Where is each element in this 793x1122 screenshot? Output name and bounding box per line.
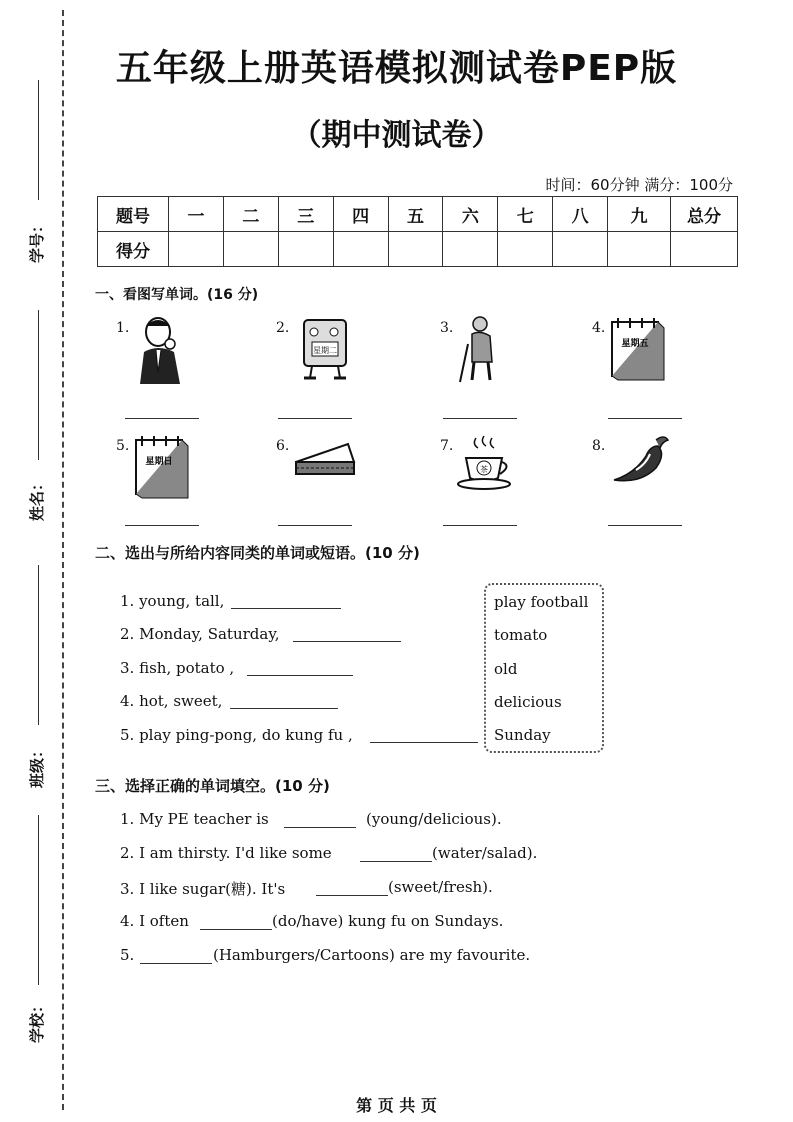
score-cell[interactable] xyxy=(553,232,608,267)
thinking-man-icon xyxy=(128,314,198,384)
calendar-icon xyxy=(604,314,674,384)
score-header-cell: 一 xyxy=(169,197,224,232)
item-number: 7. xyxy=(440,438,454,454)
question-prefix: 3. I like sugar(糖). It's xyxy=(120,880,286,898)
score-header-cell: 九 xyxy=(608,197,671,232)
calendar-caption: 星期日 xyxy=(145,457,173,467)
answer-line[interactable] xyxy=(125,525,199,526)
calendar-caption: 星期五 xyxy=(621,339,649,349)
question-prefix: 1. My PE teacher is xyxy=(120,810,269,828)
word-option: Sunday xyxy=(494,726,551,744)
word-option: tomato xyxy=(494,626,548,644)
score-table xyxy=(97,196,738,267)
question-suffix: (Hamburgers/Cartoons) are my favourite. xyxy=(213,946,531,964)
answer-line[interactable] xyxy=(608,418,682,419)
answer-line[interactable] xyxy=(230,708,338,709)
item-number: 2. xyxy=(276,320,290,336)
sandwich-icon xyxy=(292,432,362,502)
item-number: 6. xyxy=(276,438,290,454)
answer-line[interactable] xyxy=(370,742,478,743)
answer-line[interactable] xyxy=(125,418,199,419)
question-suffix: (do/have) kung fu on Sundays. xyxy=(272,912,504,930)
score-cell[interactable] xyxy=(278,232,333,267)
score-header-cell: 题号 xyxy=(98,197,169,232)
school-label: 学校： xyxy=(28,997,47,1044)
answer-line[interactable] xyxy=(443,525,517,526)
score-header-cell: 三 xyxy=(278,197,333,232)
question-suffix: (young/delicious). xyxy=(366,810,502,828)
score-cell[interactable] xyxy=(443,232,498,267)
score-cell[interactable] xyxy=(333,232,388,267)
score-value-row xyxy=(98,232,738,267)
calendar-caption: 星期二 xyxy=(313,346,337,355)
question-text: 4. hot, sweet, xyxy=(120,692,223,710)
answer-line[interactable] xyxy=(360,861,432,862)
answer-line[interactable] xyxy=(278,418,352,419)
question-text: 1. young, tall, xyxy=(120,592,225,610)
score-cell[interactable] xyxy=(388,232,443,267)
answer-line[interactable] xyxy=(247,675,353,676)
page-subtitle: （期中测试卷） xyxy=(291,118,502,153)
score-cell[interactable] xyxy=(608,232,671,267)
score-header-row xyxy=(98,197,738,232)
item-number: 1. xyxy=(116,320,130,336)
score-cell[interactable] xyxy=(223,232,278,267)
item-number: 5. xyxy=(116,438,130,454)
answer-line[interactable] xyxy=(278,525,352,526)
answer-line[interactable] xyxy=(608,525,682,526)
question-prefix: 4. I often xyxy=(120,912,189,930)
answer-line[interactable] xyxy=(231,608,341,609)
question-suffix: (sweet/fresh). xyxy=(388,878,493,896)
item-number: 4. xyxy=(592,320,606,336)
answer-line[interactable] xyxy=(316,895,388,896)
class-label: 班级： xyxy=(28,742,47,789)
question-suffix: (water/salad). xyxy=(432,844,538,862)
score-cell[interactable] xyxy=(169,232,224,267)
time-score-info: 时间：60分钟 满分：100分 xyxy=(545,176,733,194)
answer-line[interactable] xyxy=(140,963,212,964)
word-option: delicious xyxy=(494,693,562,711)
score-header-cell: 七 xyxy=(498,197,553,232)
question-prefix: 2. I am thirsty. I'd like some xyxy=(120,844,332,862)
section3-heading: 三、选择正确的单词填空。(10 分) xyxy=(95,777,330,795)
class-fill-line[interactable] xyxy=(38,565,39,725)
sponge-character-calendar-icon xyxy=(290,314,360,384)
question-text: 5. play ping-pong, do kung fu , xyxy=(120,726,353,744)
answer-line[interactable] xyxy=(293,641,401,642)
section2-heading: 二、选出与所给内容同类的单词或短语。(10 分) xyxy=(95,544,420,562)
score-header-cell: 总分 xyxy=(671,197,738,232)
question-text: 3. fish, potato , xyxy=(120,659,235,677)
question-prefix: 5. xyxy=(120,946,135,964)
student-id-label: 学号： xyxy=(28,217,47,264)
calendar-icon xyxy=(128,432,198,502)
score-header-cell: 八 xyxy=(553,197,608,232)
answer-line[interactable] xyxy=(200,929,272,930)
score-header-cell: 二 xyxy=(223,197,278,232)
page-footer: 第 页 共 页 xyxy=(356,1096,437,1115)
question-text: 2. Monday, Saturday, xyxy=(120,625,280,643)
score-header-cell: 五 xyxy=(388,197,443,232)
hot-tea-cup-icon xyxy=(454,432,524,502)
school-fill-line[interactable] xyxy=(38,815,39,985)
page-title: 五年级上册英语模拟测试卷PEP版 xyxy=(115,48,678,89)
binding-dashed-line xyxy=(62,10,64,1110)
score-cell[interactable] xyxy=(498,232,553,267)
cup-caption: 茶 xyxy=(480,465,488,474)
item-number: 3. xyxy=(440,320,454,336)
word-box xyxy=(484,583,604,753)
score-row-label: 得分 xyxy=(98,232,169,267)
word-option: play football xyxy=(494,593,589,611)
item-number: 8. xyxy=(592,438,606,454)
answer-line[interactable] xyxy=(284,827,356,828)
old-man-cane-icon xyxy=(448,314,518,384)
name-label: 姓名： xyxy=(28,475,47,522)
answer-line[interactable] xyxy=(443,418,517,419)
name-fill-line[interactable] xyxy=(38,310,39,460)
score-cell[interactable] xyxy=(671,232,738,267)
score-header-cell: 六 xyxy=(443,197,498,232)
section1-heading: 一、看图写单词。(16 分) xyxy=(95,287,259,303)
word-option: old xyxy=(494,660,518,678)
chili-pepper-icon xyxy=(606,430,676,500)
score-header-cell: 四 xyxy=(333,197,388,232)
